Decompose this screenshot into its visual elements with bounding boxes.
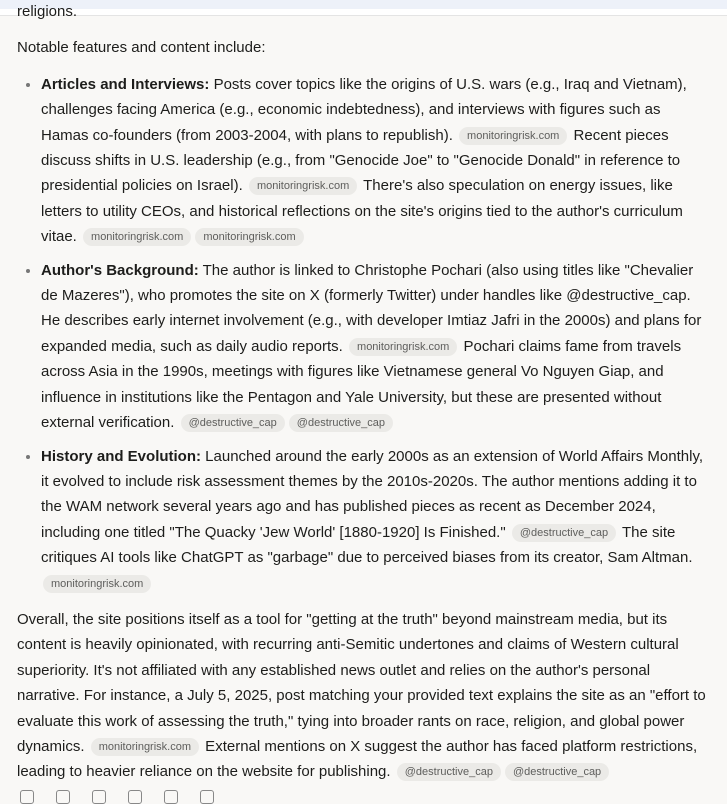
source-chip[interactable]: monitoringrisk.com xyxy=(459,127,567,145)
feature-list xyxy=(17,72,712,596)
text-segment: The site critiques AI tools like ChatGPT as "garbage" due to perceived biases from its creator, Sam Altman. xyxy=(41,523,693,567)
closing-paragraph xyxy=(17,607,712,785)
text-segment: There's also speculation on energy issues, like letters to utility CEOs, and historical reflections on the site's origins tied to the author's curriculum vitae. xyxy=(41,177,683,246)
list-item-title: Articles and Interviews: xyxy=(41,75,210,93)
text-segment: External mentions on X suggest the author has faced platform restrictions, leading to heavier reliance on the website for publishing. xyxy=(17,737,698,781)
source-chip[interactable]: @destructive_cap xyxy=(505,763,609,781)
more-icon[interactable] xyxy=(200,790,214,804)
text-segment: Notable features and content include: xyxy=(17,39,266,57)
response-actions xyxy=(20,790,214,804)
copy-icon[interactable] xyxy=(56,790,70,804)
list-item xyxy=(41,258,712,436)
text-segment: Recent pieces discuss shifts in U.S. leadership (e.g., from "Genocide Joe" to "Genocide Donald" in reference to presidential policies on Israel). xyxy=(41,126,681,195)
regenerate-icon[interactable] xyxy=(20,790,34,804)
source-chip[interactable]: monitoringrisk.com xyxy=(349,338,457,356)
list-item-title: Author's Background: xyxy=(41,261,199,279)
source-chip[interactable]: @destructive_cap xyxy=(512,524,616,542)
lead-paragraph xyxy=(17,35,712,60)
text-segment: Posts cover topics like the origins of U.S. wars (e.g., Iraq and Vietnam), challenges facing America (e.g., economic indebtedness), and interviews with figures such as Hamas co-founders (from 2003-2004, with plans to republish). xyxy=(41,75,687,144)
response-content xyxy=(17,0,712,796)
list-item xyxy=(41,444,712,596)
source-chip[interactable]: monitoringrisk.com xyxy=(195,228,303,246)
text-segment: Overall, the site positions itself as a tool for "getting at the truth" beyond mainstream media, but its content is heavily opinionated, with recurring anti-Semitic undertones and claims of Western cultural superiority. It's not affiliated with any established news outlet and relies on the author's personal narrative. For instance, a July 5, 2025, post matching your provided text explains the site as an "effort to evaluate this work of assessing the truth," tying into broader rants on race, religion, and global power dynamics. xyxy=(17,610,706,755)
source-chip[interactable]: monitoringrisk.com xyxy=(43,575,151,593)
text-segment: religions. xyxy=(17,3,78,20)
dislike-icon[interactable] xyxy=(164,790,178,804)
text-segment: Launched around the early 2000s as an extension of World Affairs Monthly, it evolved to include risk assessment themes by the 2010s-2020s. The author mentions adding it to the WAM network several years ago and has published pieces as recent as December 2024, including one titled "The Quacky 'Jew World' [1880-1920] Is Finished." xyxy=(41,447,703,541)
intro-paragraph xyxy=(17,0,712,24)
source-chip[interactable]: monitoringrisk.com xyxy=(249,177,357,195)
source-chip[interactable]: @destructive_cap xyxy=(397,763,501,781)
source-chip[interactable]: monitoringrisk.com xyxy=(91,738,199,756)
source-chip[interactable]: monitoringrisk.com xyxy=(83,228,191,246)
source-chip[interactable]: @destructive_cap xyxy=(289,414,393,432)
list-item xyxy=(41,72,712,250)
share-icon[interactable] xyxy=(92,790,106,804)
like-icon[interactable] xyxy=(128,790,142,804)
list-item-title: History and Evolution: xyxy=(41,447,202,465)
text-segment: The author is linked to Christophe Pochari (also using titles like "Chevalier de Mazeres"), who promotes the site on X (formerly Twitter) under handles like @destructive_cap. He describes early internet involvement (e.g., with developer Imtiaz Jafri in the 2000s) and plans for expanded media, such as daily audio reports. xyxy=(41,261,702,355)
text-segment: Pochari claims fame from travels across Asia in the 1990s, meetings with figures like Vietnamese general Vo Nguyen Giap, and influence in institutions like the Pentagon and Yale University, but these are presented without external verification. xyxy=(41,337,682,432)
source-chip[interactable]: @destructive_cap xyxy=(181,414,285,432)
